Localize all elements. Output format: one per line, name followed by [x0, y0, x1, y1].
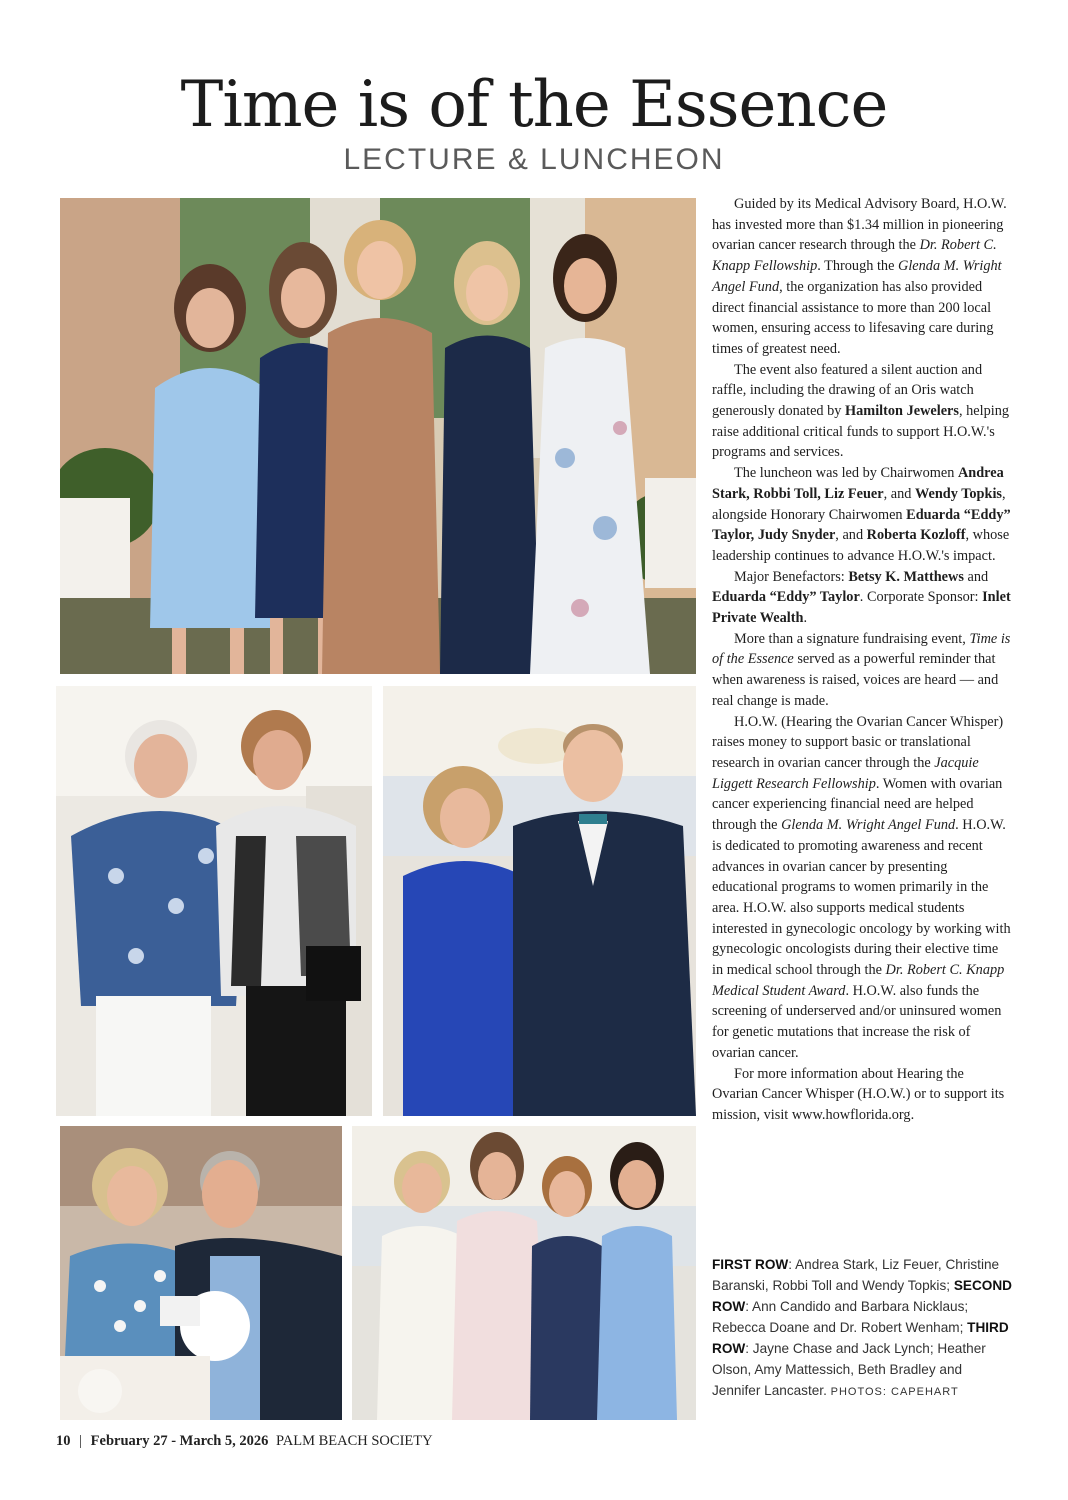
- caption-row-label: SECOND ROW: [712, 1278, 1012, 1314]
- photo-seated-couple-table: [60, 1126, 342, 1420]
- paragraph-text: . Through the: [817, 258, 898, 275]
- article-paragraph: [712, 360, 1012, 464]
- article-paragraph: [712, 629, 1012, 712]
- photo-caption: [712, 1254, 1014, 1403]
- paragraph-text: H.O.W. (Hearing the Ovarian Cancer Whisper) raises money to support basic or translational research in ovarian cancer through the: [712, 713, 1004, 771]
- fund-name: Glenda M. Wright Angel Fund: [712, 258, 1002, 295]
- page-footer: [56, 1433, 433, 1450]
- paragraph-text: , helping raise additional critical funds to support H.O.W.'s programs and services.: [712, 403, 1010, 461]
- paragraph-text: . Corporate Sponsor:: [859, 589, 983, 606]
- award-name: Dr. Robert C. Knapp Medical Student Award: [712, 962, 1005, 999]
- page-title: Time is of the Essence: [180, 68, 888, 142]
- benefactor-name: Betsy K. Matthews: [848, 568, 964, 585]
- honorary-chairwomen-names: Eduarda “Eddy” Taylor, Judy Snyder: [712, 506, 1011, 544]
- caption-row-label: THIRD ROW: [712, 1320, 1009, 1356]
- article-paragraph: [712, 567, 1012, 629]
- caption-text: : Andrea Stark, Liz Feuer, Christine Baranski, Robbi Toll and Wendy Topkis;: [712, 1257, 1000, 1293]
- paragraph-text: , alongside Honorary Chairwomen: [712, 485, 1006, 523]
- photo-credit: PHOTOS: CAPEHART: [830, 1386, 959, 1398]
- caption-row-label: FIRST ROW: [712, 1257, 789, 1272]
- paragraph-text: . H.O.W. also funds the screening of underserved and/or uninsured women for genetic mutations that increase the risk of ovarian cancer.: [712, 982, 1002, 1061]
- honorary-chairwoman-name: Roberta Kozloff: [866, 527, 966, 544]
- paragraph-text: More than a signature fundraising event,: [734, 630, 970, 647]
- event-name: Time is of the Essence: [712, 630, 1011, 668]
- paragraph-text: . Women with ovarian cancer experiencing financial need are helped through the: [712, 775, 1003, 834]
- paragraph-text: .: [803, 610, 808, 627]
- page-number: 10: [56, 1433, 71, 1449]
- footer-separator: |: [79, 1433, 83, 1449]
- chairwoman-name: Wendy Topkis: [914, 485, 1002, 502]
- article-paragraph: [712, 1064, 1012, 1126]
- paragraph-text: Major Benefactors:: [734, 568, 849, 585]
- article-body: [712, 194, 1012, 1126]
- article-paragraph: [712, 712, 1012, 1064]
- paragraph-text: , whose leadership continues to advance H.O.W.'s impact.: [712, 527, 1010, 564]
- article-paragraph: [712, 463, 1012, 567]
- paragraph-text: The event also featured a silent auction and raffle, including the drawing of an Oris watch generously donated by: [712, 361, 983, 420]
- photo-group-of-five-women: [60, 198, 696, 674]
- caption-text: : Ann Candido and Barbara Nicklaus; Rebecca Doane and Dr. Robert Wenham;: [712, 1299, 969, 1335]
- caption-text: : Jayne Chase and Jack Lynch; Heather Olson, Amy Mattessich, Beth Bradley and Jennifer Lancaster.: [712, 1341, 986, 1398]
- page-subtitle: LECTURE & LUNCHEON: [343, 143, 725, 176]
- paragraph-text: . H.O.W. is dedicated to promoting awareness and recent advances in ovarian cancer by presenting educational programs to women primarily in the area. H.O.W. also supports medical students interested in gynecologic oncology by working with gynecologic oncologists during their elective time in medical school through the: [712, 817, 1011, 979]
- issue-dates: February 27 - March 5, 2026: [90, 1433, 269, 1449]
- paragraph-text: Guided by its Medical Advisory Board, H.O.W. has invested more than $1.34 million in pioneering ovarian cancer research through the: [712, 196, 1007, 254]
- publication-name: PALM BEACH SOCIETY: [276, 1433, 433, 1449]
- fellowship-name: Jacquie Liggett Research Fellowship: [712, 754, 979, 792]
- photo-two-older-women: [56, 686, 372, 1116]
- paragraph-text: For more information about Hearing the Ovarian Cancer Whisper (H.O.W.) or to support its mission, visit www.howflorida.org.: [712, 1065, 1005, 1123]
- article-paragraph: [712, 194, 1012, 360]
- fund-name: Glenda M. Wright Angel Fund: [781, 817, 956, 834]
- photo-woman-and-man-bowtie: [383, 686, 696, 1116]
- photo-group-of-four-women: [352, 1126, 696, 1420]
- paragraph-text: , and: [883, 485, 915, 502]
- paragraph-text: , the organization has also provided direct financial assistance to more than 200 local women, ensuring access to lifesaving care during times of greatest need.: [712, 278, 994, 357]
- benefactor-name: Eduarda “Eddy” Taylor: [712, 589, 860, 606]
- sponsor-name: Hamilton Jewelers: [845, 403, 959, 420]
- paragraph-text: served as a powerful reminder that when awareness is raised, voices are heard — and real change is made.: [712, 651, 999, 709]
- corporate-sponsor-name: Inlet Private Wealth: [712, 589, 1011, 627]
- paragraph-text: , and: [835, 527, 867, 544]
- paragraph-text: and: [963, 568, 989, 585]
- chairwomen-names: Andrea Stark, Robbi Toll, Liz Feuer: [712, 465, 1004, 502]
- fellowship-name: Dr. Robert C. Knapp Fellowship: [712, 237, 997, 275]
- paragraph-text: The luncheon was led by Chairwomen: [734, 465, 958, 482]
